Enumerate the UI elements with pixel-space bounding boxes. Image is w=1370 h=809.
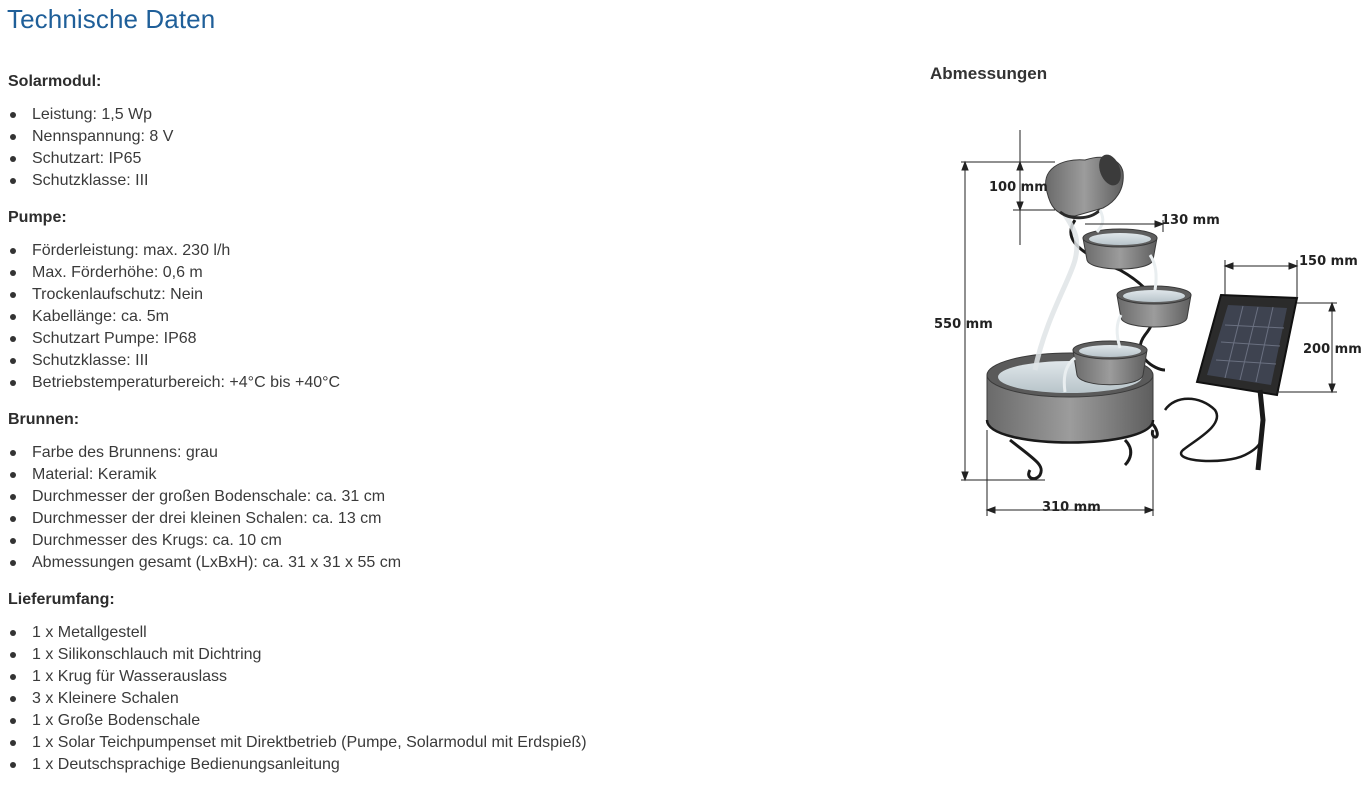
solar-panel bbox=[1197, 295, 1297, 470]
bullet-icon bbox=[10, 652, 16, 658]
list-item: 1 x Silikonschlauch mit Dichtring bbox=[8, 644, 868, 666]
section-heading-brunnen: Brunnen: bbox=[8, 411, 80, 428]
bullet-icon bbox=[10, 112, 16, 118]
list-item: Kabellänge: ca. 5m bbox=[8, 306, 868, 328]
list-item: Schutzart: IP65 bbox=[8, 148, 868, 170]
dimension-label-panel-width: 150 mm bbox=[1299, 254, 1358, 269]
spec-list-pumpe bbox=[8, 240, 868, 394]
list-item: Schutzklasse: III bbox=[8, 350, 868, 372]
section-heading-pumpe: Pumpe: bbox=[8, 209, 67, 226]
list-item: Material: Keramik bbox=[8, 464, 868, 486]
list-item: Schutzart Pumpe: IP68 bbox=[8, 328, 868, 350]
list-item: Durchmesser der drei kleinen Schalen: ca. 13 cm bbox=[8, 508, 868, 530]
list-item: Durchmesser der großen Bodenschale: ca. 31 cm bbox=[8, 486, 868, 508]
bullet-icon bbox=[10, 560, 16, 566]
list-item: Betriebstemperaturbereich: +4°C bis +40°C bbox=[8, 372, 868, 394]
list-item: 1 x Metallgestell bbox=[8, 622, 868, 644]
small-bowl-top bbox=[1083, 229, 1157, 290]
bullet-icon bbox=[10, 740, 16, 746]
list-item: 1 x Deutschsprachige Bedienungsanleitung bbox=[8, 754, 868, 776]
small-bowl-middle bbox=[1117, 286, 1191, 348]
dimension-label-bowl-diameter: 130 mm bbox=[1161, 213, 1220, 228]
page-title: Technische Daten bbox=[7, 4, 216, 34]
list-item: Leistung: 1,5 Wp bbox=[8, 104, 868, 126]
list-item: 1 x Krug für Wasserauslass bbox=[8, 666, 868, 688]
bullet-icon bbox=[10, 270, 16, 276]
dimension-label-panel-height: 200 mm bbox=[1303, 342, 1362, 357]
bullet-icon bbox=[10, 494, 16, 500]
bullet-icon bbox=[10, 336, 16, 342]
bullet-icon bbox=[10, 516, 16, 522]
bullet-icon bbox=[10, 134, 16, 140]
bullet-icon bbox=[10, 696, 16, 702]
bullet-icon bbox=[10, 292, 16, 298]
bullet-icon bbox=[10, 538, 16, 544]
bullet-icon bbox=[10, 156, 16, 162]
pump-cable bbox=[1165, 399, 1261, 461]
spec-list-solarmodul bbox=[8, 104, 868, 192]
spec-list-brunnen bbox=[8, 442, 868, 574]
dimension-label-base-diameter: 310 mm bbox=[1042, 500, 1101, 515]
bullet-icon bbox=[10, 358, 16, 364]
bullet-icon bbox=[10, 380, 16, 386]
section-heading-solarmodul: Solarmodul: bbox=[8, 73, 102, 90]
bullet-icon bbox=[10, 630, 16, 636]
spec-list-lieferumfang bbox=[8, 622, 868, 776]
bullet-icon bbox=[10, 248, 16, 254]
list-item: Förderleistung: max. 230 l/h bbox=[8, 240, 868, 262]
bullet-icon bbox=[10, 314, 16, 320]
list-item: Schutzklasse: III bbox=[8, 170, 868, 192]
jug bbox=[1046, 152, 1125, 232]
bullet-icon bbox=[10, 762, 16, 768]
list-item: 1 x Große Bodenschale bbox=[8, 710, 868, 732]
dimensions-heading: Abmessungen bbox=[930, 64, 1048, 83]
section-heading-lieferumfang: Lieferumfang: bbox=[8, 591, 115, 608]
fountain-dimension-diagram bbox=[925, 120, 1365, 520]
dimension-label-total-height: 550 mm bbox=[934, 317, 993, 332]
list-item: Farbe des Brunnens: grau bbox=[8, 442, 868, 464]
spec-sections bbox=[8, 70, 868, 790]
bullet-icon bbox=[10, 472, 16, 478]
dimension-label-jug-height: 100 mm bbox=[989, 180, 1048, 195]
list-item: Durchmesser des Krugs: ca. 10 cm bbox=[8, 530, 868, 552]
list-item: Abmessungen gesamt (LxBxH): ca. 31 x 31 x 55 cm bbox=[8, 552, 868, 574]
list-item: 3 x Kleinere Schalen bbox=[8, 688, 868, 710]
list-item: Trockenlaufschutz: Nein bbox=[8, 284, 868, 306]
bullet-icon bbox=[10, 178, 16, 184]
list-item: Max. Förderhöhe: 0,6 m bbox=[8, 262, 868, 284]
bullet-icon bbox=[10, 718, 16, 724]
bullet-icon bbox=[10, 450, 16, 456]
bullet-icon bbox=[10, 674, 16, 680]
list-item: 1 x Solar Teichpumpenset mit Direktbetrieb (Pumpe, Solarmodul mit Erdspieß) bbox=[8, 732, 868, 754]
list-item: Nennspannung: 8 V bbox=[8, 126, 868, 148]
